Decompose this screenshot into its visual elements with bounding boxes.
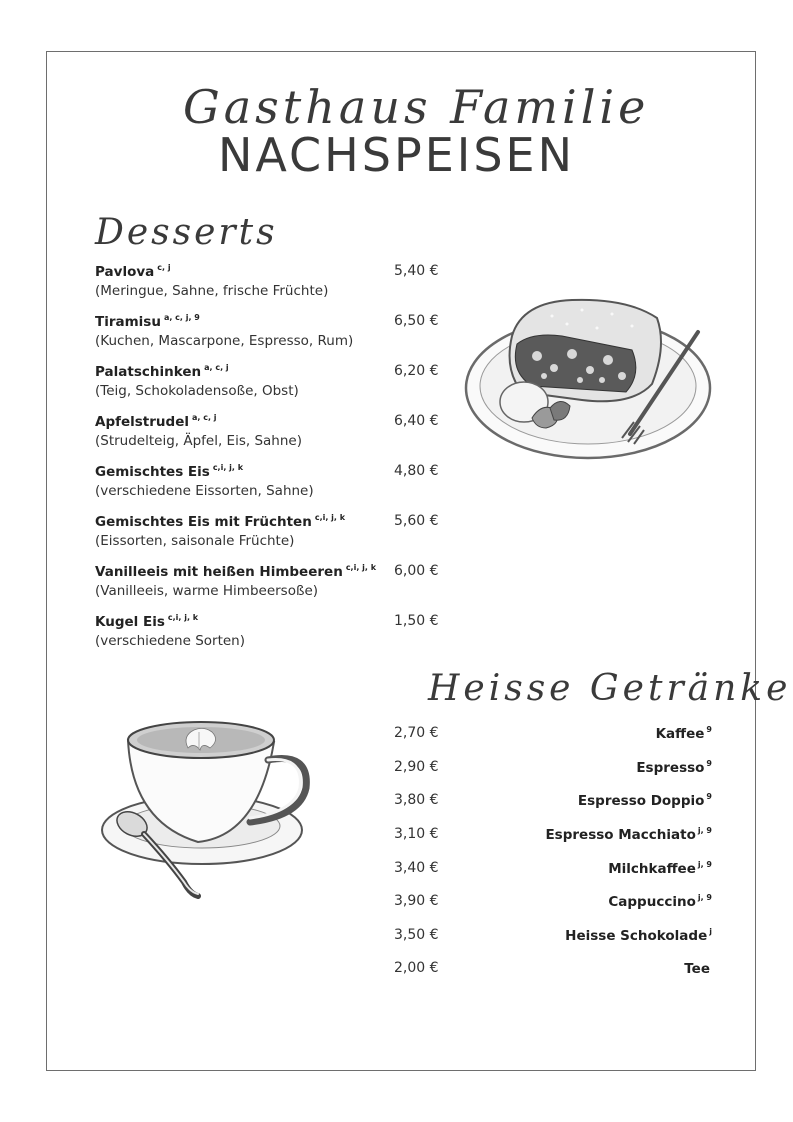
dessert-price: 1,50 € [394, 613, 439, 629]
dessert-name: Pavlova [95, 264, 155, 280]
allergen-codes: c,i, j, k [314, 513, 346, 522]
allergen-codes: 9 [706, 792, 712, 801]
drink-price: 3,90 € [394, 893, 439, 909]
drink-row-espresso [394, 759, 712, 777]
dessert-description: (Vanilleeis, warme Himbeersoße) [95, 583, 319, 599]
drink-row-espresso-doppio [394, 792, 712, 810]
dessert-item-tiramisu [95, 313, 445, 349]
dessert-item-eis-fruechte [95, 513, 445, 549]
drink-price: 2,00 € [394, 960, 439, 976]
drink-price: 3,50 € [394, 927, 439, 943]
dessert-price: 6,00 € [394, 563, 439, 579]
allergen-codes: c,i, j, k [212, 463, 244, 472]
allergen-codes: 9 [706, 725, 712, 734]
dessert-name: Kugel Eis [95, 614, 165, 630]
drink-name: Milchkaffee [608, 861, 696, 877]
dessert-item-kugel-eis [95, 613, 445, 649]
brand-name: Gasthaus Familie [183, 80, 650, 134]
dessert-name: Apfelstrudel [95, 414, 189, 430]
drink-price: 3,80 € [394, 792, 439, 808]
drink-name: Espresso Doppio [577, 793, 705, 809]
dessert-item-palatschinken [95, 363, 445, 399]
drink-name: Kaffee [655, 726, 705, 742]
dessert-name: Vanilleeis mit heißen Himbeeren [95, 564, 343, 580]
allergen-codes: 9 [706, 759, 712, 768]
allergen-codes: c, j [157, 263, 171, 272]
drink-row-tee [394, 960, 712, 978]
drink-row-milchkaffee [394, 860, 712, 878]
drink-name: Espresso Macchiato [545, 827, 696, 843]
dessert-price: 5,60 € [394, 513, 439, 529]
drink-row-cappuccino [394, 893, 712, 911]
allergen-codes: j, 9 [697, 860, 712, 869]
coffee-cup-illustration [98, 712, 313, 907]
drink-name: Heisse Schokolade [565, 928, 708, 944]
dessert-description: (Kuchen, Mascarpone, Espresso, Rum) [95, 333, 354, 349]
dessert-description: (Meringue, Sahne, frische Früchte) [95, 283, 329, 299]
desserts-heading: Desserts [95, 212, 278, 253]
dessert-price: 6,40 € [394, 413, 439, 429]
allergen-codes: a, c, j [191, 413, 217, 422]
dessert-name: Gemischtes Eis mit Früchten [95, 514, 312, 530]
drink-price: 2,90 € [394, 759, 439, 775]
dessert-price: 6,20 € [394, 363, 439, 379]
allergen-codes: c,i, j, k [167, 613, 199, 622]
dessert-price: 5,40 € [394, 263, 439, 279]
drink-name: Cappuccino [608, 894, 696, 910]
allergen-codes: j [709, 927, 712, 936]
dessert-item-gemischtes-eis [95, 463, 445, 499]
drink-price: 3,40 € [394, 860, 439, 876]
drink-row-espresso-macchiato [394, 826, 712, 844]
allergen-codes: a, c, j, 9 [163, 313, 200, 322]
dessert-description: (verschiedene Sorten) [95, 633, 246, 649]
dessert-description: (Strudelteig, Äpfel, Eis, Sahne) [95, 433, 302, 449]
dessert-name: Gemischtes Eis [95, 464, 210, 480]
drinks-heading: Heisse Getränke [428, 668, 792, 709]
dessert-price: 6,50 € [394, 313, 439, 329]
dessert-item-pavlova [95, 263, 445, 299]
menu-frame [46, 51, 756, 1071]
dessert-price: 4,80 € [394, 463, 439, 479]
allergen-codes: j, 9 [697, 826, 712, 835]
dessert-description: (Eissorten, saisonale Früchte) [95, 533, 295, 549]
drink-row-kaffee [394, 725, 712, 743]
drink-price: 3,10 € [394, 826, 439, 842]
dessert-item-apfelstrudel [95, 413, 445, 449]
dessert-description: (Teig, Schokoladensoße, Obst) [95, 383, 299, 399]
allergen-codes: c,i, j, k [345, 563, 377, 572]
allergen-codes: j, 9 [697, 893, 712, 902]
dessert-description: (verschiedene Eissorten, Sahne) [95, 483, 314, 499]
drink-name: Espresso [636, 760, 705, 776]
dessert-name: Tiramisu [95, 314, 161, 330]
drink-name: Tee [684, 961, 710, 977]
dessert-item-vanilleeis [95, 563, 445, 599]
page-title: NACHSPEISEN [217, 128, 576, 182]
apfelstrudel-illustration [462, 288, 718, 468]
allergen-codes: a, c, j [204, 363, 229, 372]
drink-price: 2,70 € [394, 725, 439, 741]
drink-row-heisse-schokolade [394, 927, 712, 945]
dessert-name: Palatschinken [95, 364, 202, 380]
